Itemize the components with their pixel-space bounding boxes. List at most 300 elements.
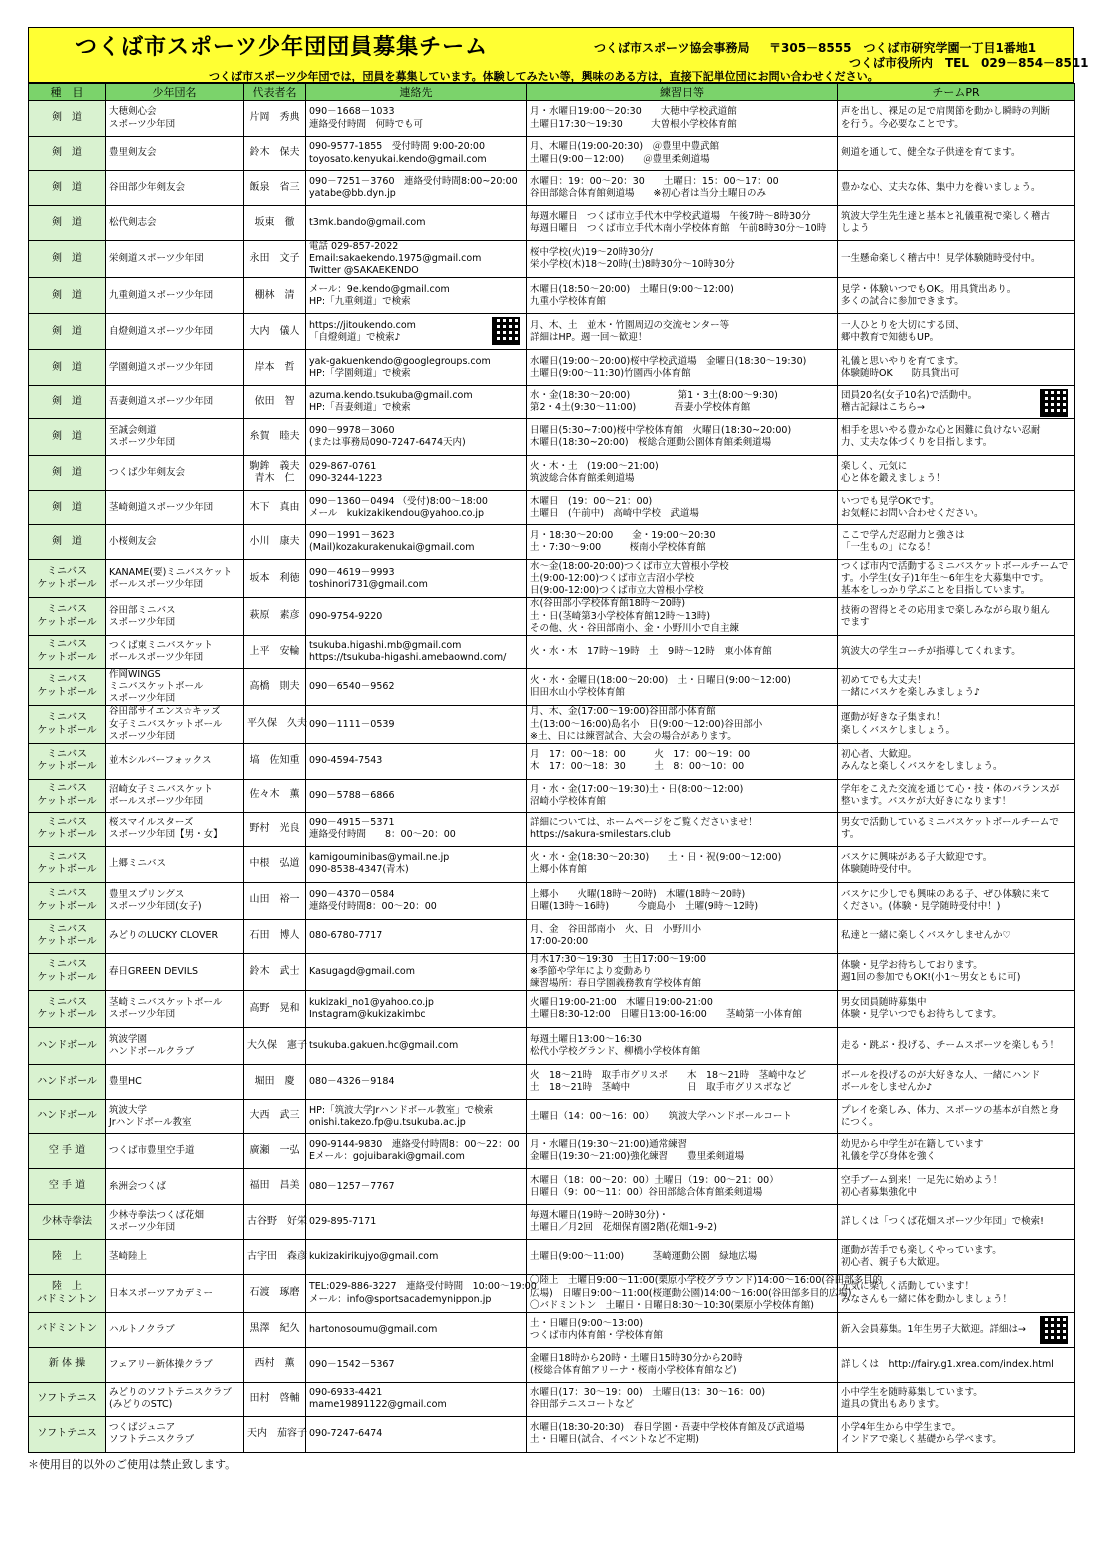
row-representative: [244, 812, 306, 846]
row-sport: [29, 706, 106, 743]
row-team-name-line: 筑波学園: [109, 1034, 148, 1046]
row-contact-line[interactable]: https://tsukuba-higashi.amebaownd.com/: [309, 651, 507, 663]
row-practice-line: 水曜日(19:00～20:00)桜中学校武道場 金曜日(18:30～19:30): [530, 355, 807, 367]
row-representative-line: 平久保 久夫: [247, 718, 307, 730]
row-representative-line: 山田 裕一: [249, 894, 300, 906]
row-pr-line: バスケに少しでも興味のある子、ぜひ体験に来て: [841, 888, 1051, 900]
row-representative: [244, 1205, 306, 1240]
row-representative-line: 坂東 徹: [254, 216, 295, 228]
row-sport: [29, 991, 106, 1028]
row-pr: [838, 598, 1075, 635]
row-contact-line[interactable]: 090－1542－5367: [309, 1358, 395, 1370]
row-pr: [838, 953, 1075, 990]
row-pr-line: につく。: [841, 1116, 879, 1128]
row-contact-line[interactable]: (Mail)kozakurakenukai@gmail.com: [309, 542, 475, 554]
row-contact-line[interactable]: toshinori731@gmail.com: [309, 578, 428, 590]
row-contact: [306, 1028, 527, 1065]
row-team-name-line: 桜スマイルスターズ: [109, 817, 194, 829]
row-contact: [306, 668, 527, 705]
row-contact: [306, 171, 527, 206]
row-practice-line: 〇陸上 土曜日9:00～11:00(栗原小学校グラウンド)14:00～16:00(谷田部多目的: [530, 1275, 883, 1287]
table-row: [29, 743, 1075, 779]
row-contact: [306, 1347, 527, 1382]
row-contact-line[interactable]: tsukuba.higashi.mb@gmail.com: [309, 639, 462, 651]
row-sport: [29, 919, 106, 953]
row-team-name: [106, 419, 244, 456]
row-practice: [527, 386, 838, 419]
table-row: [29, 1205, 1075, 1240]
row-pr-line: 男女で活動しているミニバスケットボールチームで: [841, 817, 1059, 829]
table-row: [29, 350, 1075, 386]
row-practice: [527, 171, 838, 206]
row-practice-line: 練習場所：春日学園義務教育学校体育館: [530, 978, 702, 990]
table-header-row: [29, 84, 1075, 101]
row-representative-line: 片岡 秀典: [249, 112, 300, 124]
row-pr-line: 幼児から中学生が在籍しています: [841, 1139, 984, 1151]
organization-name: つくば市スポーツ協会事務局: [594, 41, 750, 55]
row-pr-line: 元気に楽しく活動しています！: [841, 1281, 975, 1293]
row-contact-line[interactable]: Email:sakaekendo.1975@gmail.com: [309, 253, 482, 265]
row-contact: [306, 1382, 527, 1416]
row-representative: [244, 1028, 306, 1065]
row-contact-line[interactable]: 029-867-0761: [309, 461, 377, 473]
row-sport: [29, 137, 106, 171]
table-row: [29, 812, 1075, 846]
row-contact-line[interactable]: 090－7251－3760 連絡受付時間8:00~20:00: [309, 175, 518, 187]
page: [28, 27, 1089, 1472]
row-contact-line[interactable]: メール kukizakikendou@yahoo.co.jp: [309, 507, 485, 519]
row-contact: [306, 314, 527, 350]
row-representative: [244, 1240, 306, 1275]
row-sport-line: 陸 上: [52, 1280, 82, 1292]
row-contact-line[interactable]: 090－9978－3060: [309, 425, 395, 437]
row-sport: [29, 1275, 106, 1312]
row-practice-line: 月・水曜日19:00～20:30 大穂中学校武道館: [530, 106, 737, 118]
row-pr: [838, 779, 1075, 812]
row-contact-line[interactable]: Eメール：gojuibaraki@gmail.com: [309, 1151, 465, 1163]
row-contact: [306, 882, 527, 919]
row-practice: [527, 953, 838, 990]
row-team-name: [106, 241, 244, 278]
row-practice-line: 日曜(13時～16時) 今鹿島小 土曜(9時～12時): [530, 900, 759, 912]
row-contact-line[interactable]: 「自燈剣道」で検索♪: [309, 331, 401, 343]
row-representative: [244, 919, 306, 953]
recruit-notice: つくば市スポーツ少年団では，団員を募集しています。体験してみたい等，興味のある方は，直接下記単位団にお問い合わせください。: [209, 70, 879, 83]
row-contact: [306, 278, 527, 314]
row-contact-line[interactable]: yak-gakuenkendo@googlegroups.com: [309, 355, 491, 367]
row-contact-line[interactable]: 090-9754-9220: [309, 610, 383, 622]
row-contact-line[interactable]: 090-9144-9830 連絡受付時間8：00～22：00: [309, 1139, 520, 1151]
row-representative-line: 萩原 素彦: [249, 610, 300, 622]
row-contact-line[interactable]: kukizakirikujyo@gmail.com: [309, 1251, 439, 1263]
row-contact-line[interactable]: mame19891122@gmail.com: [309, 1399, 447, 1411]
row-team-name-line: 小桜剣友会: [109, 536, 157, 548]
row-sport-line: 剣 道: [52, 112, 82, 124]
row-pr: [838, 525, 1075, 560]
table-row: [29, 1347, 1075, 1382]
row-sport-line: ミニバス: [47, 639, 87, 651]
table-row: [29, 991, 1075, 1028]
row-team-name-line: つくば市豊里空手道: [109, 1145, 195, 1157]
row-contact-line[interactable]: 090－4619－9993: [309, 566, 395, 578]
row-contact: [306, 743, 527, 779]
column-header-sport: 種 目: [29, 84, 106, 101]
row-pr: [838, 206, 1075, 241]
row-practice-line: 月、木、金(17:00～19:00)谷田部小体育館: [530, 706, 716, 718]
table-row: [29, 137, 1075, 171]
table-row: [29, 1169, 1075, 1205]
row-contact-line[interactable]: 029-895-7171: [309, 1216, 377, 1228]
row-team-name: [106, 706, 244, 743]
row-sport: [29, 278, 106, 314]
row-representative: [244, 419, 306, 456]
row-sport: [29, 1312, 106, 1347]
row-team-name-line: みどりのソフトテニスクラブ: [109, 1387, 232, 1399]
row-sport-line: ミニバス: [47, 959, 87, 971]
row-sport-line: 陸 上: [52, 1250, 82, 1262]
row-team-name: [106, 314, 244, 350]
row-team-name: [106, 491, 244, 525]
row-team-name-line: 谷田部サイエンス☆キッズ: [109, 706, 221, 718]
row-practice-line: 〇バドミントン 土曜日・日曜日8:30～10:30(栗原小学校体育館): [530, 1299, 814, 1311]
row-sport-line: ケットボール: [37, 795, 97, 807]
row-representative-line: 廣瀬 一弘: [249, 1144, 300, 1156]
row-contact: [306, 525, 527, 560]
row-sport-line: ケットボール: [37, 651, 97, 663]
row-practice-line: ※土、日には練習試合、大会の場合があります。: [530, 730, 737, 742]
row-contact-line[interactable]: メール：9e.kendo@gmail.com: [309, 283, 450, 295]
row-contact-line[interactable]: Instagram@kukizakimbc: [309, 1009, 426, 1021]
row-representative-line: 飯泉 省三: [249, 181, 300, 193]
row-team-name: [106, 1169, 244, 1205]
row-team-name-line: 並木シルバーフォックス: [109, 755, 212, 767]
row-sport: [29, 1240, 106, 1275]
table-body: [29, 101, 1075, 1453]
row-team-name-line: 茎崎陸上: [109, 1251, 148, 1263]
row-practice-line: 木 17：00～18：30 土 8：00～10：00: [530, 761, 745, 773]
row-representative-line: 永田 文子: [249, 252, 300, 264]
row-practice-line: 火・木・土 (19:00～21:00): [530, 461, 659, 473]
row-team-name-line: 筑波大学: [109, 1104, 148, 1116]
table-row: [29, 560, 1075, 598]
row-practice-line: 筑波総合体育館柔剣道場: [530, 473, 635, 485]
row-team-name: [106, 953, 244, 990]
table-row: [29, 206, 1075, 241]
row-representative: [244, 171, 306, 206]
row-representative-line: 糸賀 睦夫: [249, 431, 300, 443]
row-contact-line[interactable]: 080-6780-7717: [309, 930, 383, 942]
row-contact-line[interactable]: 連絡受付時間 8：00～20：00: [309, 829, 456, 841]
row-practice-line: 土曜日8:30-12:00 日曜日13:00-16:00 茎崎第一小体育館: [530, 1009, 802, 1021]
row-practice-line: 土(13:00～16:00)島名小 日(9:00～12:00)谷田部小: [530, 718, 763, 730]
row-practice: [527, 846, 838, 882]
row-contact-line[interactable]: 090-4594-7543: [309, 755, 383, 767]
row-practice-line: 毎週日曜日 つくば市立手代木南小学校体育館 午前8時30分～10時: [530, 223, 827, 234]
row-contact-line[interactable]: Kasugagd@gmail.com: [309, 966, 415, 978]
row-sport-line: 剣 道: [52, 361, 82, 373]
row-team-name-line: 少林寺拳法つくば花畑: [109, 1210, 205, 1222]
row-contact-line[interactable]: HP:「吾妻剣道」で検索: [309, 402, 411, 414]
row-pr-line: 詳しくは http://fairy.g1.xrea.com/index.html: [841, 1358, 1054, 1370]
row-pr: [838, 101, 1075, 137]
row-pr-line: 礼儀と思いやりを育てます。: [841, 355, 964, 367]
row-team-name: [106, 812, 244, 846]
row-contact-line[interactable]: kamigouminibas@ymail.ne.jp: [309, 852, 450, 864]
row-contact-line[interactable]: 電話 029-857-2022: [309, 241, 399, 252]
row-contact-line[interactable]: 090－1668－1033: [309, 106, 395, 118]
row-pr-line: す。: [841, 829, 860, 841]
row-team-name: [106, 101, 244, 137]
row-contact-line[interactable]: 090-9577-1855 受付時間 9:00-20:00: [309, 141, 486, 153]
row-team-name: [106, 1240, 244, 1275]
row-pr: [838, 1169, 1075, 1205]
row-practice-line: 木曜日 (19：00～21：00): [530, 495, 653, 507]
row-sport-line: ケットボール: [37, 864, 97, 876]
row-pr-line: ボールを投げるのが大好きな人、一緒にハンド: [841, 1070, 1041, 1082]
row-practice-line: 毎週木曜日(19時～20時30分)・: [530, 1210, 669, 1222]
row-contact-line[interactable]: HP:「学園剣道」で検索: [309, 367, 411, 379]
row-contact-line[interactable]: 090-7247-6474: [309, 1428, 383, 1440]
row-representative-line: 石田 博人: [249, 929, 300, 941]
row-team-name-line: ハンドボールクラブ: [109, 1046, 195, 1058]
row-practice: [527, 1382, 838, 1416]
row-contact-line[interactable]: Twitter @SAKAEKENDO: [309, 265, 419, 277]
row-sport-line: ケットボール: [37, 936, 97, 948]
row-representative-line: 福田 昌美: [249, 1180, 300, 1192]
row-contact-line[interactable]: 090－1111－0539: [309, 718, 395, 730]
row-practice: [527, 598, 838, 635]
row-pr-line: 小中学生を随時募集しています。: [841, 1387, 983, 1399]
row-practice: [527, 241, 838, 278]
row-sport-line: 剣 道: [52, 536, 82, 548]
row-contact-line[interactable]: HP:「筑波大学Jrハンドボール教室」で検索: [309, 1104, 494, 1116]
table-row: [29, 171, 1075, 206]
row-contact: [306, 598, 527, 635]
row-contact: [306, 101, 527, 137]
row-practice: [527, 491, 838, 525]
row-team-name: [106, 635, 244, 668]
qr-code-icon[interactable]: [492, 317, 520, 345]
row-representative: [244, 1347, 306, 1382]
row-sport: [29, 635, 106, 668]
row-contact-line[interactable]: https://jitoukendo.com: [309, 319, 416, 331]
row-contact-line[interactable]: 090－1360－0494 （受付)8:00～18:00: [309, 495, 488, 507]
row-contact: [306, 491, 527, 525]
row-contact-line[interactable]: onishi.takezo.fp@u.tsukuba.ac.jp: [309, 1116, 466, 1128]
row-sport-line: ミニバス: [47, 888, 87, 900]
row-representative-line: 佐々木 薫: [249, 789, 300, 801]
table-row: [29, 1028, 1075, 1065]
row-team-name-line: ハルトノクラブ: [109, 1323, 175, 1335]
qr-code-icon[interactable]: [1040, 389, 1068, 417]
row-sport-line: ケットボール: [37, 900, 97, 912]
row-representative: [244, 1065, 306, 1100]
row-pr-line: 基本をしっかり学ぶことを目指しています。: [841, 585, 1031, 597]
row-sport-line: ミニバス: [47, 748, 87, 760]
row-practice-line: (桜総合体育館アリーナ・桜南小学校体育館など): [530, 1364, 737, 1376]
row-practice-line: 土(9:00-12:00)つくば市立吉沼小学校: [530, 572, 695, 584]
row-representative-line: 黒澤 紀久: [249, 1323, 300, 1335]
row-contact: [306, 779, 527, 812]
row-practice-line: 水曜日：19：00～20：30 土曜日：15：00～17：00: [530, 175, 779, 187]
row-pr-line: 道具の貸出もあります。: [841, 1399, 945, 1411]
row-pr-line: 整います。バスケが大好きになります！: [841, 795, 1012, 807]
row-practice-line: 火 18～21時 取手市グリスポ 木 18～21時 茎崎中など: [530, 1070, 807, 1082]
row-team-name: [106, 1100, 244, 1134]
table-row: [29, 525, 1075, 560]
row-contact-line[interactable]: 080－1257－7767: [309, 1180, 395, 1192]
row-contact-line[interactable]: azuma.kendo.tsukuba@gmail.com: [309, 390, 473, 402]
row-representative: [244, 706, 306, 743]
row-pr-line: みんなと楽しくバスケをしましょう。: [841, 761, 1003, 773]
row-pr: [838, 419, 1075, 456]
row-contact-line[interactable]: TEL:029-886-3227 連絡受付時間 10:00～19:00: [309, 1281, 537, 1293]
row-practice: [527, 812, 838, 846]
row-sport: [29, 101, 106, 137]
row-contact-line[interactable]: (または事務局090-7247-6474天内): [309, 437, 466, 449]
row-team-name-line: ボールスポーツ少年団: [109, 578, 204, 590]
row-team-name-line: スポーツ少年団: [109, 1009, 176, 1021]
row-pr-line: 初心者募集強化中: [841, 1186, 918, 1198]
row-contact-line[interactable]: メール：info@sportsacademynippon.jp: [309, 1293, 492, 1305]
row-contact: [306, 1169, 527, 1205]
row-sport-line: ケットボール: [37, 1009, 97, 1021]
row-pr: [838, 1416, 1075, 1452]
row-practice-line: 詳細はHP。週一回～歓迎！: [530, 331, 648, 343]
row-team-name: [106, 919, 244, 953]
row-pr-line: 楽しく、元気に: [841, 461, 908, 473]
row-contact: [306, 919, 527, 953]
row-contact: [306, 137, 527, 171]
row-pr-line: 一人ひとりを大切にする団、: [841, 319, 965, 331]
row-practice-line: その他、火・谷田部南小、金・小野川小で自主練: [530, 622, 740, 634]
row-team-name: [106, 668, 244, 705]
row-contact-line[interactable]: 090-6933-4421: [309, 1387, 383, 1399]
row-sport-line: バドミントン: [37, 1293, 97, 1305]
row-contact-line[interactable]: toyosato.kenyukai.kendo@gmail.com: [309, 153, 487, 165]
table-row: [29, 598, 1075, 635]
row-sport-line: 少林寺拳法: [42, 1215, 92, 1227]
row-pr-line: 運動が好きな子集まれ！: [841, 712, 946, 724]
row-sport-line: ミニバス: [47, 923, 87, 935]
row-pr: [838, 171, 1075, 206]
row-pr-line: 体験随時OK 防具貸出可: [841, 367, 960, 379]
row-representative: [244, 598, 306, 635]
row-team-name-line: スポーツ少年団: [109, 118, 176, 130]
row-sport-line: 剣 道: [52, 501, 82, 513]
row-representative-line: 鈴木 保夫: [249, 147, 300, 159]
row-pr-line: 稽古記録はこちら→: [841, 402, 925, 414]
row-pr-line: 一生懸命楽しく稽古中！見学体験随時受付中。: [841, 253, 1041, 265]
row-pr-line: いつでも見学OKです。: [841, 495, 940, 507]
row-contact-line[interactable]: 連絡受付時間8：00～20：00: [309, 900, 437, 912]
column-header-pr: チームPR: [838, 84, 1075, 101]
row-team-name: [106, 1275, 244, 1312]
row-team-name-line: KANAME(要)ミニバスケット: [109, 566, 233, 578]
row-sport: [29, 1028, 106, 1065]
row-pr-line: 小学4年生から中学生まで。: [841, 1422, 961, 1434]
row-contact-line[interactable]: 連絡受付時間 何時でも可: [309, 118, 424, 130]
row-pr: [838, 491, 1075, 525]
row-representative-line: 天内 茄容子: [247, 1427, 307, 1439]
footnote: ＊使用目的以外のご使用は禁止致します。: [28, 1457, 237, 1471]
table-row: [29, 1065, 1075, 1100]
row-pr-line: 見学・体験いつでもOK。用具貸出あり。: [841, 283, 1017, 295]
row-contact-line[interactable]: kukizaki_no1@yahoo.co.jp: [309, 997, 434, 1009]
row-contact-line[interactable]: 080－4326－9184: [309, 1076, 395, 1088]
row-contact: [306, 1134, 527, 1169]
row-practice-line: つくば市内体育館・学校体育館: [530, 1329, 664, 1341]
row-contact-line[interactable]: 090-3244-1223: [309, 473, 383, 485]
row-contact-line[interactable]: hartonosoumu@gmail.com: [309, 1323, 438, 1335]
row-representative-line: 堀田 慶: [254, 1075, 295, 1087]
row-contact-line[interactable]: 090－4915－5371: [309, 817, 395, 829]
row-contact-line[interactable]: 090－4370－0584: [309, 888, 395, 900]
row-practice-line: 桜中学校(火)19～20時30分/: [530, 247, 653, 259]
table-row: [29, 635, 1075, 668]
row-practice: [527, 560, 838, 598]
row-team-name: [106, 137, 244, 171]
row-representative: [244, 991, 306, 1028]
row-representative: [244, 314, 306, 350]
row-contact: [306, 1205, 527, 1240]
row-pr: [838, 1205, 1075, 1240]
row-sport-line: ミニバス: [47, 674, 87, 686]
row-sport: [29, 491, 106, 525]
row-practice: [527, 419, 838, 456]
row-practice-line: 土曜日／月2回 花畑保育園2階(花畑1-9-2): [530, 1222, 717, 1234]
row-team-name-line: ボールスポーツ少年団: [109, 795, 204, 807]
row-pr-line: お気軽にお問い合わせください。: [841, 507, 984, 519]
row-contact-line[interactable]: yatabe@bb.dyn.jp: [309, 188, 396, 199]
row-team-name-line: 九重剣道スポーツ少年団: [109, 289, 214, 301]
row-representative: [244, 386, 306, 419]
row-team-name-line: 上郷ミニバス: [109, 858, 167, 870]
row-contact-line[interactable]: tsukuba.gakuen.hc@gmail.com: [309, 1040, 459, 1052]
row-practice-line: 土曜日 (午前中) 高崎中学校 武道場: [530, 507, 699, 519]
qr-code-icon[interactable]: [1040, 1316, 1068, 1344]
row-sport-line: ケットボール: [37, 761, 97, 773]
team-table: [28, 83, 1075, 1453]
row-practice: [527, 456, 838, 491]
column-header-team: 少年団名: [106, 84, 244, 101]
row-practice-line: 土 18～21時 茎崎中 日 取手市グリスポなど: [530, 1082, 792, 1094]
row-pr-line: 初心者、親子も大歓迎。: [841, 1257, 946, 1269]
row-sport: [29, 386, 106, 419]
row-team-name: [106, 1134, 244, 1169]
row-representative: [244, 1382, 306, 1416]
row-team-name-line: 作岡WINGS: [109, 668, 161, 680]
row-pr-line: ボールをしませんか♪: [841, 1082, 933, 1094]
row-contact-line[interactable]: t3mk.bando@gmail.com: [309, 216, 426, 228]
row-team-name: [106, 846, 244, 882]
row-practice: [527, 206, 838, 241]
row-contact-line[interactable]: HP:「九重剣道」で検索: [309, 295, 411, 307]
row-sport-line: バドミントン: [37, 1323, 97, 1335]
row-representative-line: 高橋 則夫: [249, 680, 300, 692]
row-contact-line[interactable]: 090－1991－3623: [309, 530, 395, 542]
row-practice: [527, 137, 838, 171]
row-pr-line: 体験随時受付中。: [841, 864, 918, 876]
row-contact-line[interactable]: 090－5788－6866: [309, 789, 395, 801]
row-practice-line: 栄小学校(木)18～20時(土)8時30分～10時30分: [530, 259, 735, 271]
row-sport-line: ソフトテニス: [37, 1427, 97, 1439]
row-practice: [527, 882, 838, 919]
row-sport-line: 剣 道: [52, 396, 82, 408]
row-contact-line[interactable]: 090-8538-4347(青木): [309, 864, 409, 876]
row-practice-line: 月、木、土 並木・竹園周辺の交流センター等: [530, 319, 730, 331]
row-contact-line[interactable]: 090－6540－9562: [309, 681, 395, 693]
